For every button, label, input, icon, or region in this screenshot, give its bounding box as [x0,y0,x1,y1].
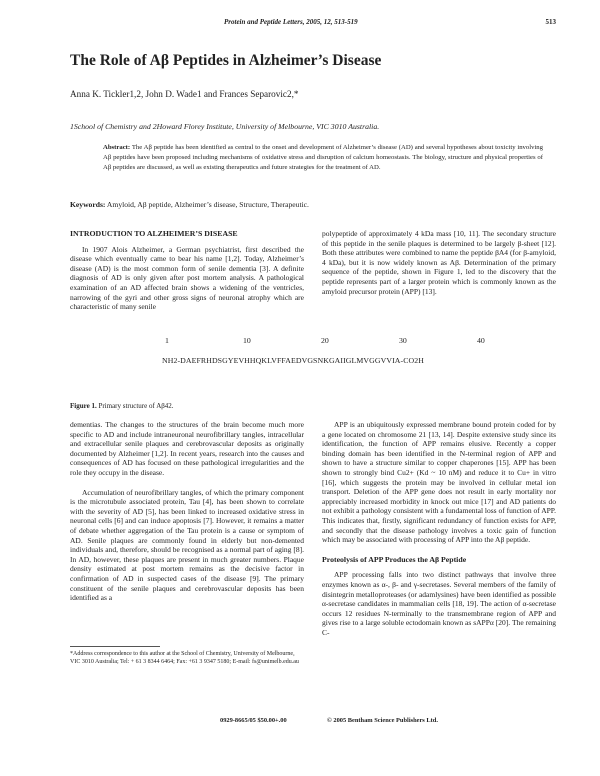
peptide-sequence: NH2-DAEFRHDSGYEVHHQKLVFFAEDVGSNKGAIIGLMVGGVVIA-CO2H [162,356,424,365]
figure-caption [70,402,174,410]
figure-caption-label: Figure 1. [70,402,97,410]
column-right-top [322,229,556,296]
paragraph: In 1907 Alois Alzheimer, a German psychiatrist, first described the disease which eventually came to bear his name [1,2]. Today, Alzheimer’s disease (AD) is the most common form of senile dementia [3]. A definite diagnosis of AD is only given after post mortem analysis. A pathological examination of an AD affected brain shows a widening of the ventricles, narrowing of the gyri and other gross signs of neuronal atrophy which are characteristic of many senile [70,244,304,312]
keywords-text: Amyloid, Aβ peptide, Alzheimer’s disease, Structure, Therapeutic. [106,200,309,209]
correspondence-footnote: *Address correspondence to this author at the School of Chemistry, University of Melbourne, VIC 3010 Australia; Tel: + 61 3 8344 6464; Fax: +61 3 9347 5180; E-mail: fs@unimelb.edu.au [70,651,299,665]
article-title: The Role of Aβ Peptides in Alzheimer’s Disease [70,52,382,69]
author-list: Anna K. Tickler1,2, John D. Wade1 and Frances Separovic2,* [70,89,299,99]
copyright: © 2005 Bentham Science Publishers Ltd. [327,717,438,724]
subsection-heading: Proteolysis of APP Produces the Aβ Peptide [322,554,467,564]
paragraph: dementias. The changes to the structures of the brain become much more specific to AD and include intraneuronal neurofibrillary tangles, intracellular and extracellular senile plaques and cerebrovascular deposits as originally documented by Alzheimer [1,2]. In recent years, research into the causes and consequences of AD has focused on these pathological irregularities and the role they occupy in the disease. [70,420,304,477]
issn: 0929-8665/05 $50.00+.00 [220,717,287,724]
section-heading-intro: INTRODUCTION TO ALZHEIMER’S DISEASE [70,229,238,238]
keywords [70,200,540,209]
residue-number: 40 [477,336,485,345]
affiliation: 1School of Chemistry and 2Howard Florey Institute, University of Melbourne, VIC 3010 Australia. [70,122,380,131]
residue-number: 1 [165,336,169,345]
abstract-text: The Aβ peptide has been identified as central to the onset and development of Alzheimer’s disease (AD) and several hypotheses about toxicity involving Aβ peptides have been proposed including mechanisms of oxidative stress and disruption of calcium homeostasis. The biology, structure and physical properties of Aβ peptides are discussed, as well as existing therapeutics and future strategies for the treatment of AD. [103,144,543,171]
paragraph: APP is an ubiquitously expressed membrane bound protein coded for by a gene located on chromosome 21 [13, 14]. Despite extensive study since its identification, the function of APP remains elusive. Recently a copper binding domain has been identified in the N-terminal region of APP and shown to have a structure similar to copper chaperones [15]. APP has been shown to strongly bind Cu2+ (Kd ~ 10 nM) and reduce it to Cu+ in vitro [16], which suggests the protein may be involved in cellular metal ion transport. Deletion of the APP gene does not result in early mortality nor appreciably increased morbidity in knock out mice [17] and AD patients do not exhibit a pathology consistent with a fundamental loss of function of APP. This indicates that, firstly, significant redundancy of function exists for APP, and secondly that the disease pathology involves a toxic gain of function which may be associated with processing of APP into the Aβ peptide. [322,420,556,545]
column-right-bottom [322,420,556,637]
residue-number: 20 [321,336,329,345]
residue-number: 10 [243,336,251,345]
footnote-divider [70,646,160,647]
abstract-label: Abstract: [103,144,131,151]
journal-citation: Protein and Peptide Letters, 2005, 12, 513-519 [224,18,358,26]
figure-1 [90,336,560,396]
residue-numbers [90,336,560,348]
column-left-top [70,229,304,312]
figure-caption-text: Primary structure of Aβ42. [98,402,174,410]
abstract [103,143,543,173]
keywords-label: Keywords: [70,200,106,209]
paragraph: APP processing falls into two distinct pathways that involve three enzymes known as α-, β- and γ-secretases. Several members of the family of disintegrin metalloproteases (or adamlysines) have been identified as possible α-secretase candidates in mammalian cells [18, 19]. The action of α-secretase occurs 12 residues N-terminally to the transmembrane region of APP and gives rise to a large soluble ectodomain known as sAPPα [20]. The remaining C- [322,570,556,637]
running-head [0,18,600,32]
paragraph: polypeptide of approximately 4 kDa mass [10, 11]. The secondary structure of this peptide in the senile plaques is determined to be largely β-sheet [12]. Both these attributes were combined to name the peptide βA4 (for β-amyloid, 4 kDa), but it is now widely known as Aβ. Determination of the primary sequence of the peptide, shown in Figure 1, led to the discovery that the peptide represents part of a larger protein which is commonly known as the amyloid precursor protein (APP) [13]. [322,229,556,296]
paragraph: Accumulation of neurofibrillary tangles, of which the primary component is the microtubule associated protein, Tau [4], has been shown to correlate with the severity of AD [5], has been linked to increased oxidative stress in neuronal cells [6] and can induce apoptosis [7]. However, it remains a matter of debate whether aggregation of the Tau protein is a cause or symptom of AD. Senile plaques are commonly found in elderly but non-demented individuals and, therefore, should be recognised as a normal part of aging [8]. In AD, however, these plaques are present in much greater numbers. Plaque density estimated at post mortem remains as the decisive factor in confirmation of AD in suspected cases of the disease [9]. The primary constituent of the senile plaques and cerebrovascular deposits has been identified as a [70,487,304,603]
page-number: 513 [545,18,556,26]
column-left-bottom [70,420,304,603]
residue-number: 30 [399,336,407,345]
